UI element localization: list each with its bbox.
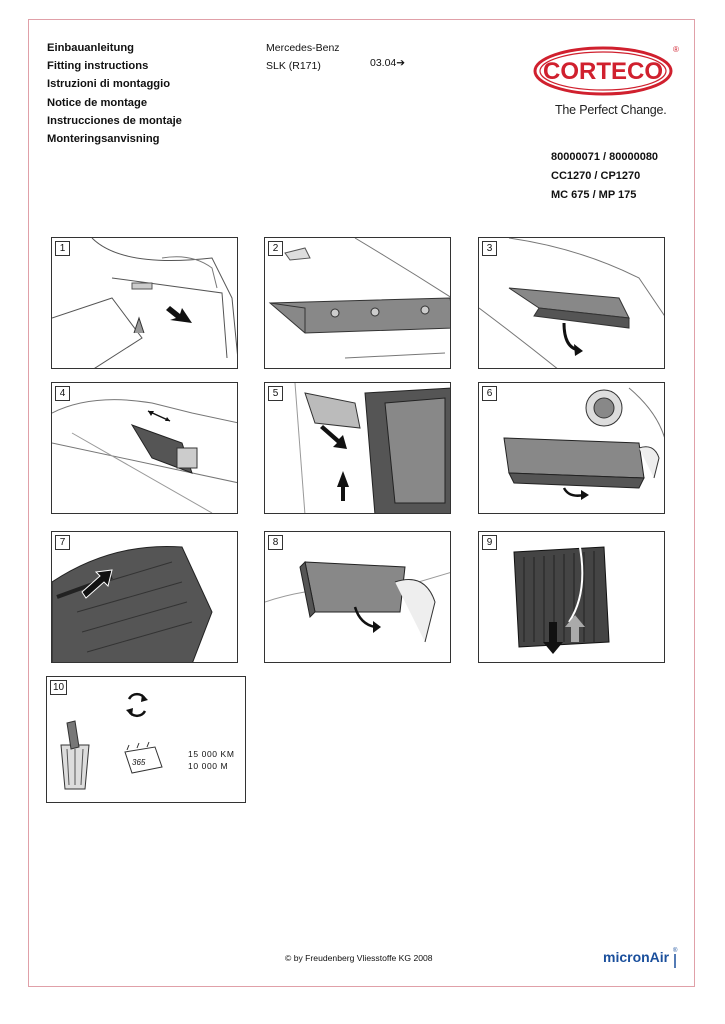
connector-unplug-illustration [52,383,238,514]
copyright-text: © by Freudenberg Vliesstoffe KG 2008 [285,953,433,963]
step-1-panel [51,237,238,369]
title-es: Instrucciones de montaje [47,114,182,127]
svg-text:®: ® [673,948,678,954]
interval-km: 15 000 KM [188,749,235,759]
step-10-panel [46,676,246,803]
filter-exchange-illustration [479,532,665,663]
svg-text:®: ® [673,45,679,54]
step-6-panel [478,382,665,514]
part-number-line: CC1270 / CP1270 [551,170,641,182]
step-number: 8 [268,535,283,550]
replacement-interval-illustration [47,677,245,802]
interval-miles: 10 000 M [188,760,229,771]
svg-text:365: 365 [132,758,146,767]
step-number: 1 [55,241,70,256]
step-2-panel [264,237,451,369]
step-number: 6 [482,386,497,401]
step-7-panel [51,531,238,663]
title-it: Istruzioni di montaggio [47,78,171,91]
step-3-panel [478,237,665,369]
svg-text:micronAir: micronAir [603,949,670,965]
vehicle-info [266,39,340,75]
replacement-interval [188,749,235,772]
waste-bin-icon [61,721,89,789]
step-9-panel [478,531,665,663]
filter-compartment-illustration [52,532,238,663]
part-numbers [551,148,658,205]
model-date: 03.04➔ [370,57,406,69]
step-number: 7 [55,535,70,550]
vehicle-make: Mercedes-Benz [266,42,340,54]
title-sv: Monteringsanvisning [47,133,160,146]
step-number: 10 [50,680,67,695]
step-number: 5 [268,386,283,401]
housing-lowering-illustration [479,383,665,514]
title-en: Fitting instructions [47,60,149,73]
corteco-logo [533,43,680,99]
step-5-panel [264,382,451,514]
instruction-titles [47,39,182,148]
step-number: 3 [482,241,497,256]
calendar-icon [125,742,162,773]
title-fr: Notice de montage [47,96,148,109]
lower-cover-panel-illustration [265,238,451,369]
micronair-logo [601,944,681,970]
brand-tagline: The Perfect Change. [555,103,667,117]
vehicle-model: SLK (R171) [266,60,321,73]
cover-removal-illustration [479,238,665,369]
title-de: Einbauanleitung [47,42,135,54]
step-number: 9 [482,535,497,550]
part-number-line: 80000071 / 80000080 [551,151,659,163]
filter-cover-removal-illustration [265,532,451,663]
step-number: 4 [55,386,70,401]
part-number-line: MC 675 / MP 175 [551,189,637,201]
svg-text:CORTECO: CORTECO [543,58,663,85]
glovebox-underside-illustration [52,238,238,369]
step-number: 2 [268,241,283,256]
step-4-panel [51,382,238,514]
recycle-icon [126,694,148,716]
step-8-panel [264,531,451,663]
housing-release-illustration [265,383,451,514]
